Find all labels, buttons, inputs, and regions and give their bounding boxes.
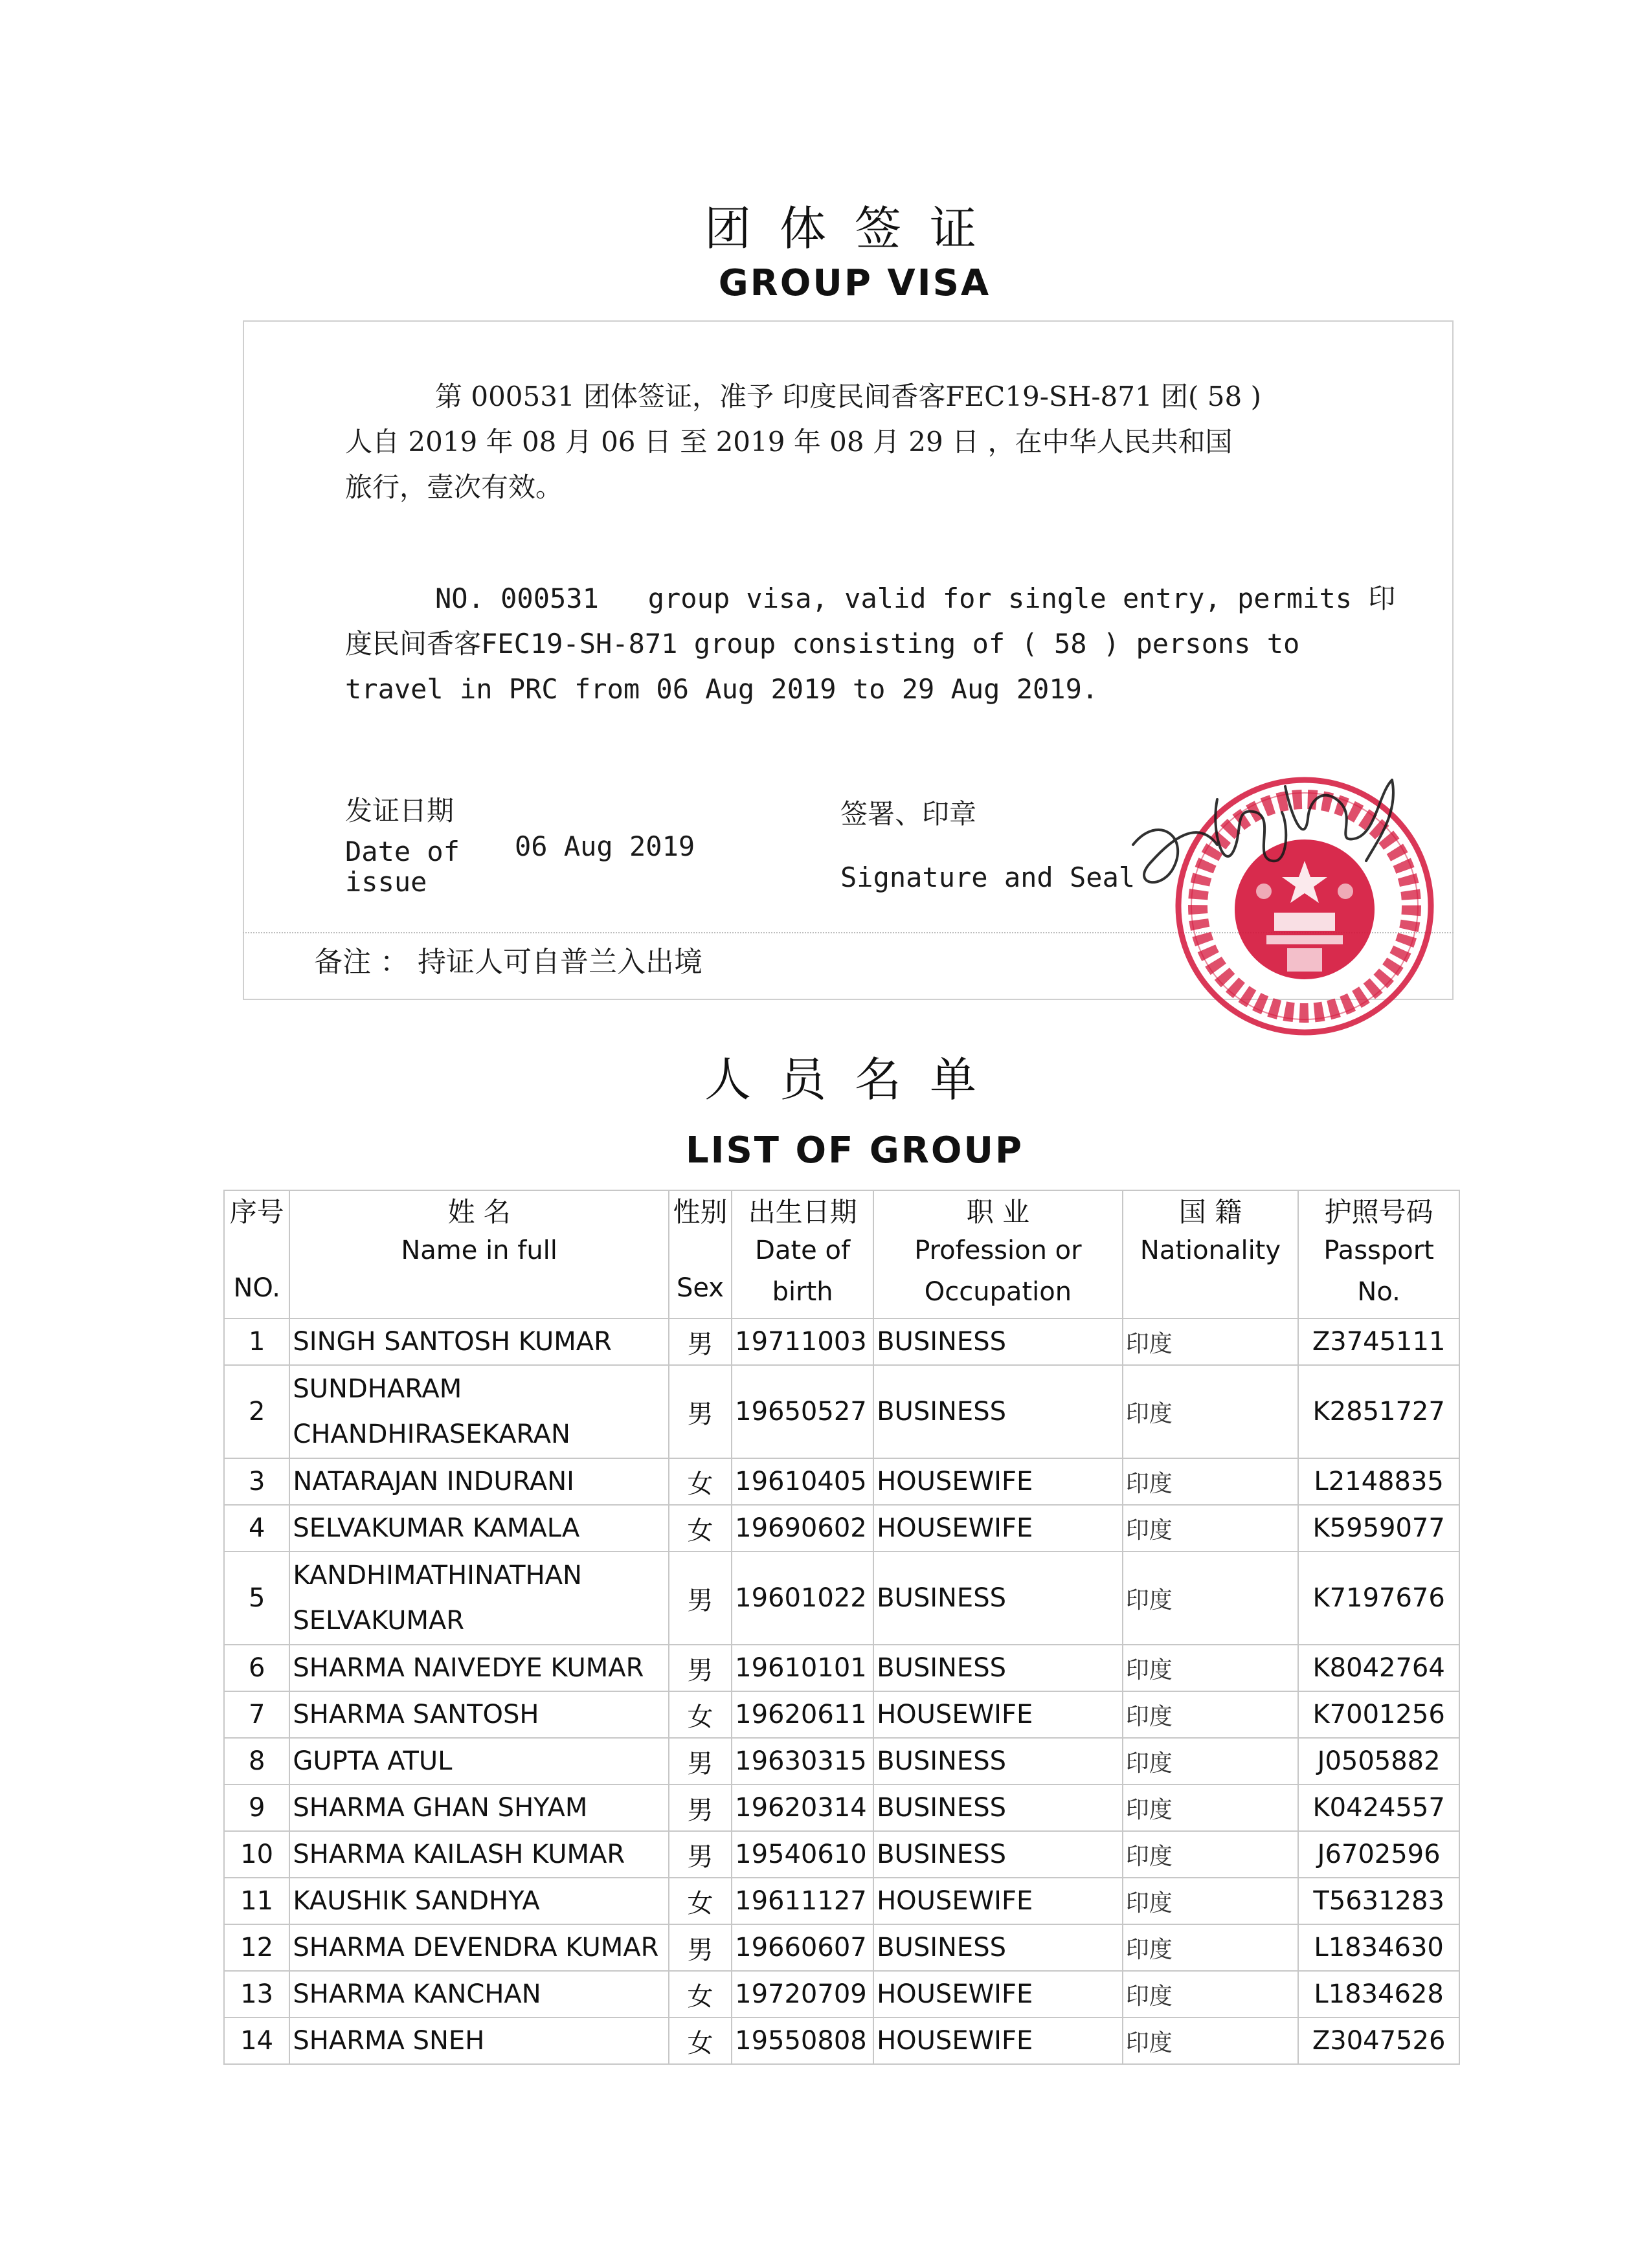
cell-nationality: 印度 bbox=[1123, 1878, 1299, 1924]
cell-sex: 男 bbox=[669, 1924, 732, 1971]
cell-no: 9 bbox=[224, 1784, 289, 1831]
table-row bbox=[224, 1971, 1459, 2018]
table-row bbox=[224, 1458, 1459, 1505]
cell-passport: J0505882 bbox=[1298, 1738, 1459, 1784]
cell-name-line-1: SHARMA SANTOSH bbox=[293, 1700, 539, 1729]
cell-dob: 19690602 bbox=[732, 1505, 873, 1551]
cell-sex: 女 bbox=[669, 1971, 732, 2018]
cell-name-line-1: SHARMA GHAN SHYAM bbox=[293, 1793, 588, 1823]
cell-name bbox=[289, 1831, 668, 1878]
table-row bbox=[224, 1878, 1459, 1924]
issue-date-label-en-2: issue bbox=[345, 866, 427, 898]
cell-no: 7 bbox=[224, 1691, 289, 1738]
cell-passport: Z3745111 bbox=[1298, 1318, 1459, 1365]
table-row bbox=[224, 1738, 1459, 1784]
cell-name-line-1: SHARMA KANCHAN bbox=[293, 1979, 541, 2009]
list-title-cn: 人员名单 bbox=[704, 1052, 1005, 1107]
header-dob-cn: 出生日期 bbox=[748, 1196, 857, 1228]
cell-sex: 男 bbox=[669, 1831, 732, 1878]
cell-passport: K0424557 bbox=[1298, 1784, 1459, 1831]
cell-no: 10 bbox=[224, 1831, 289, 1878]
cell-profession: BUSINESS bbox=[873, 1551, 1123, 1645]
official-seal bbox=[1120, 741, 1457, 1039]
cell-nationality: 印度 bbox=[1123, 2018, 1299, 2064]
header-nationality bbox=[1123, 1190, 1299, 1318]
issue-date-value: 06 Aug 2019 bbox=[515, 830, 695, 862]
cell-no: 4 bbox=[224, 1505, 289, 1551]
header-name bbox=[289, 1190, 668, 1318]
cell-dob: 19711003 bbox=[732, 1318, 873, 1365]
cell-name-line-1: SELVAKUMAR KAMALA bbox=[293, 1513, 580, 1543]
cell-passport: L2148835 bbox=[1298, 1458, 1459, 1505]
cell-no: 6 bbox=[224, 1645, 289, 1691]
cell-name-line-1: KANDHIMATHINATHAN bbox=[293, 1561, 582, 1590]
header-nat-en: Nationality bbox=[1140, 1236, 1281, 1265]
cell-nationality: 印度 bbox=[1123, 1831, 1299, 1878]
cell-nationality: 印度 bbox=[1123, 1645, 1299, 1691]
cell-name bbox=[289, 1645, 668, 1691]
visa-en-line-1: NO. 000531 group visa, valid for single entry, permits 印 bbox=[435, 583, 1396, 614]
cell-name bbox=[289, 1318, 668, 1365]
cell-nationality: 印度 bbox=[1123, 1691, 1299, 1738]
cell-sex: 男 bbox=[669, 1738, 732, 1784]
visa-cn-line-2: 人自 2019 年 08 月 06 日 至 2019 年 08 月 29 日 ，在中华人民共和国 bbox=[345, 426, 1233, 458]
cell-nationality: 印度 bbox=[1123, 1458, 1299, 1505]
cell-profession: BUSINESS bbox=[873, 1645, 1123, 1691]
cell-dob: 19650527 bbox=[732, 1365, 873, 1458]
visa-cn-line-1: 第 000531 团体签证，准予 印度民间香客FEC19-SH-871 团( 58 ) bbox=[435, 381, 1261, 412]
document-title-cn: 团体签证 bbox=[704, 201, 1005, 256]
list-title-en: LIST OF GROUP bbox=[685, 1129, 1024, 1172]
cell-passport: K5959077 bbox=[1298, 1505, 1459, 1551]
cell-name bbox=[289, 1365, 668, 1458]
cell-profession: HOUSEWIFE bbox=[873, 1458, 1123, 1505]
cell-name-line-2: SELVAKUMAR bbox=[293, 1606, 465, 1636]
header-sex-en: Sex bbox=[677, 1273, 724, 1303]
header-nat-cn: 国 籍 bbox=[1178, 1196, 1242, 1228]
cell-name-line-1: KAUSHIK SANDHYA bbox=[293, 1886, 540, 1916]
group-member-table bbox=[223, 1190, 1460, 2065]
table-body bbox=[224, 1318, 1459, 2064]
cell-passport: K7001256 bbox=[1298, 1691, 1459, 1738]
cell-sex: 男 bbox=[669, 1784, 732, 1831]
header-sex bbox=[669, 1190, 732, 1318]
cell-no: 8 bbox=[224, 1738, 289, 1784]
header-passport bbox=[1298, 1190, 1459, 1318]
cell-name-line-1: NATARAJAN INDURANI bbox=[293, 1467, 574, 1496]
cell-profession: HOUSEWIFE bbox=[873, 1878, 1123, 1924]
cell-profession: HOUSEWIFE bbox=[873, 2018, 1123, 2064]
cell-profession: HOUSEWIFE bbox=[873, 1505, 1123, 1551]
cell-name bbox=[289, 1458, 668, 1505]
cell-no: 13 bbox=[224, 1971, 289, 2018]
header-pp-en-2: No. bbox=[1357, 1277, 1400, 1307]
cell-no: 12 bbox=[224, 1924, 289, 1971]
cell-name bbox=[289, 1505, 668, 1551]
cell-sex: 女 bbox=[669, 1691, 732, 1738]
signature-label-cn: 签署、印章 bbox=[840, 798, 977, 830]
table-row bbox=[224, 1318, 1459, 1365]
cell-no: 14 bbox=[224, 2018, 289, 2064]
cell-sex: 女 bbox=[669, 2018, 732, 2064]
cell-no: 3 bbox=[224, 1458, 289, 1505]
cell-name bbox=[289, 1551, 668, 1645]
cell-name-line-1: SHARMA NAIVEDYE KUMAR bbox=[293, 1653, 644, 1683]
cell-name bbox=[289, 1738, 668, 1784]
cell-sex: 女 bbox=[669, 1505, 732, 1551]
visa-en-line-2: 度民间香客FEC19-SH-871 group consisting of ( 58 ) persons to bbox=[345, 628, 1300, 660]
table-row bbox=[224, 1691, 1459, 1738]
cell-name-line-1: GUPTA ATUL bbox=[293, 1746, 453, 1776]
cell-nationality: 印度 bbox=[1123, 1738, 1299, 1784]
table-row bbox=[224, 1551, 1459, 1645]
cell-name bbox=[289, 1971, 668, 2018]
cell-dob: 19720709 bbox=[732, 1971, 873, 2018]
cell-nationality: 印度 bbox=[1123, 1551, 1299, 1645]
cell-sex: 男 bbox=[669, 1365, 732, 1458]
header-no-cn: 序号 bbox=[229, 1196, 284, 1228]
cell-passport: K7197676 bbox=[1298, 1551, 1459, 1645]
cell-name-line-1: SUNDHARAM bbox=[293, 1374, 462, 1404]
cell-name bbox=[289, 2018, 668, 2064]
cell-profession: BUSINESS bbox=[873, 1784, 1123, 1831]
header-name-en: Name in full bbox=[401, 1236, 557, 1265]
cell-profession: BUSINESS bbox=[873, 1924, 1123, 1971]
cell-nationality: 印度 bbox=[1123, 1924, 1299, 1971]
cell-sex: 女 bbox=[669, 1878, 732, 1924]
header-pp-cn: 护照号码 bbox=[1324, 1196, 1433, 1228]
cell-profession: HOUSEWIFE bbox=[873, 1691, 1123, 1738]
cell-passport: T5631283 bbox=[1298, 1878, 1459, 1924]
header-name-cn: 姓 名 bbox=[447, 1196, 511, 1228]
cell-dob: 19610101 bbox=[732, 1645, 873, 1691]
cell-dob: 19540610 bbox=[732, 1831, 873, 1878]
cell-sex: 男 bbox=[669, 1318, 732, 1365]
document-title-en: GROUP VISA bbox=[718, 262, 991, 304]
cell-dob: 19611127 bbox=[732, 1878, 873, 1924]
cell-nationality: 印度 bbox=[1123, 1505, 1299, 1551]
header-prof-cn: 职 业 bbox=[966, 1196, 1030, 1228]
cell-nationality: 印度 bbox=[1123, 1784, 1299, 1831]
visa-en-line-3: travel in PRC from 06 Aug 2019 to 29 Aug 2019. bbox=[345, 673, 1099, 705]
issue-date-label-en-1: Date of bbox=[345, 836, 460, 867]
issue-date-label-cn: 发证日期 bbox=[345, 795, 455, 827]
header-prof-en-2: Occupation bbox=[924, 1277, 1072, 1307]
cell-nationality: 印度 bbox=[1123, 1971, 1299, 2018]
cell-dob: 19550808 bbox=[732, 2018, 873, 2064]
remark-text: 备注 ： 持证人可自普兰入出境 bbox=[314, 946, 702, 979]
cell-sex: 男 bbox=[669, 1645, 732, 1691]
header-pp-en-1: Passport bbox=[1323, 1236, 1434, 1265]
cell-name bbox=[289, 1924, 668, 1971]
table-row bbox=[224, 1505, 1459, 1551]
cell-dob: 19601022 bbox=[732, 1551, 873, 1645]
cell-dob: 19610405 bbox=[732, 1458, 873, 1505]
header-dob-en-2: birth bbox=[772, 1277, 833, 1307]
cell-sex: 女 bbox=[669, 1458, 732, 1505]
cell-profession: BUSINESS bbox=[873, 1831, 1123, 1878]
table-row bbox=[224, 1645, 1459, 1691]
national-emblem-icon bbox=[1235, 839, 1375, 979]
cell-dob: 19620314 bbox=[732, 1784, 873, 1831]
cell-profession: BUSINESS bbox=[873, 1738, 1123, 1784]
cell-dob: 19630315 bbox=[732, 1738, 873, 1784]
cell-passport: K8042764 bbox=[1298, 1645, 1459, 1691]
cell-name-line-1: SHARMA DEVENDRA KUMAR bbox=[293, 1933, 659, 1962]
cell-no: 1 bbox=[224, 1318, 289, 1365]
table-header bbox=[224, 1190, 1459, 1318]
table-row bbox=[224, 2018, 1459, 2064]
cell-passport: Z3047526 bbox=[1298, 2018, 1459, 2064]
signature-label-en: Signature and Seal bbox=[840, 862, 1136, 893]
cell-passport: L1834630 bbox=[1298, 1924, 1459, 1971]
header-dob-en-1: Date of bbox=[755, 1236, 851, 1265]
cell-no: 11 bbox=[224, 1878, 289, 1924]
visa-cn-line-3: 旅行，壹次有效。 bbox=[345, 471, 563, 503]
table-row bbox=[224, 1365, 1459, 1458]
header-prof-en-1: Profession or bbox=[914, 1236, 1082, 1265]
cell-dob: 19660607 bbox=[732, 1924, 873, 1971]
cell-no: 2 bbox=[224, 1365, 289, 1458]
cell-profession: BUSINESS bbox=[873, 1318, 1123, 1365]
cell-dob: 19620611 bbox=[732, 1691, 873, 1738]
table-row bbox=[224, 1784, 1459, 1831]
header-no bbox=[224, 1190, 289, 1318]
cell-name bbox=[289, 1691, 668, 1738]
cell-passport: K2851727 bbox=[1298, 1365, 1459, 1458]
cell-name bbox=[289, 1784, 668, 1831]
cell-passport: J6702596 bbox=[1298, 1831, 1459, 1878]
header-profession bbox=[873, 1190, 1123, 1318]
cell-profession: BUSINESS bbox=[873, 1365, 1123, 1458]
header-sex-cn: 性别 bbox=[673, 1196, 728, 1228]
cell-no: 5 bbox=[224, 1551, 289, 1645]
header-no-en: NO. bbox=[233, 1273, 280, 1303]
cell-nationality: 印度 bbox=[1123, 1365, 1299, 1458]
cell-sex: 男 bbox=[669, 1551, 732, 1645]
cell-name-line-1: SHARMA SNEH bbox=[293, 2026, 485, 2056]
cell-name-line-2: CHANDHIRASEKARAN bbox=[293, 1419, 570, 1449]
cell-name bbox=[289, 1878, 668, 1924]
cell-profession: HOUSEWIFE bbox=[873, 1971, 1123, 2018]
cell-name-line-1: SINGH SANTOSH KUMAR bbox=[293, 1327, 612, 1357]
cell-nationality: 印度 bbox=[1123, 1318, 1299, 1365]
cell-passport: L1834628 bbox=[1298, 1971, 1459, 2018]
header-dob bbox=[732, 1190, 873, 1318]
table-row bbox=[224, 1831, 1459, 1878]
cell-name-line-1: SHARMA KAILASH KUMAR bbox=[293, 1840, 625, 1869]
table-row bbox=[224, 1924, 1459, 1971]
